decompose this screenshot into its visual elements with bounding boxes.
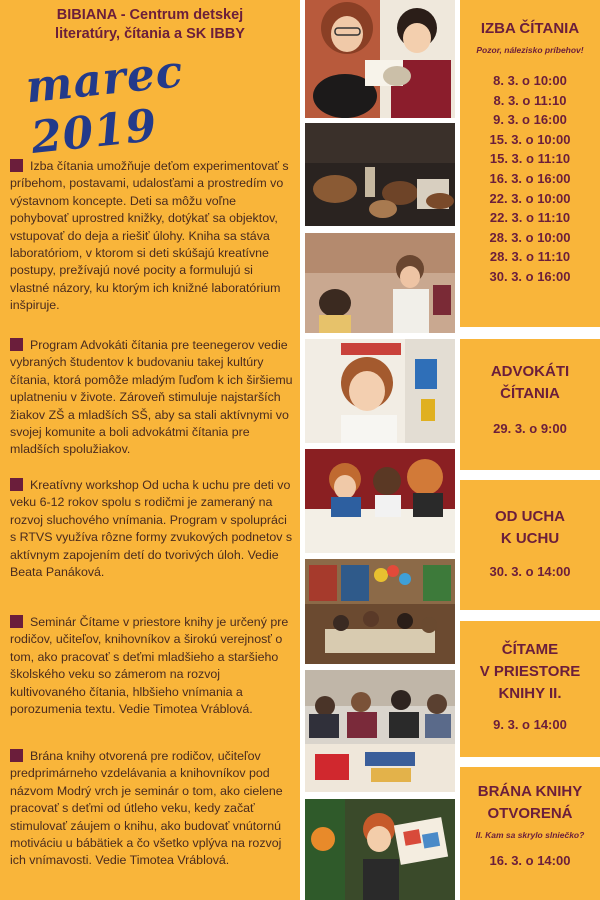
photo-library-group (305, 559, 455, 664)
schedule-date: 16. 3. o 16:00 (489, 170, 571, 186)
schedule-date: 9. 3. o 16:00 (493, 112, 567, 128)
schedule-date: 8. 3. o 11:10 (493, 92, 567, 108)
schedule-box-od-ucha-k-uchu (460, 480, 600, 610)
bullet-square-icon (10, 615, 23, 628)
bullet-square-icon (10, 338, 23, 351)
paragraph-od-ucha-k-uchu: Kreatívny workshop Od ucha k uchu pre deti vo veku 6-12 rokov spolu s rodičmi je zameraný na rozvoj sluchového vnímania. Program v spolupráci s RTVS využíva rôzne formy zvukových podnetov s aktívnym zapojením detí do tvorivých úloh. Vedie Beata Panáková. (10, 478, 293, 580)
schedule-title: K UCHU (500, 530, 560, 547)
header-line-1: BIBIANA - Centrum detskej (56, 7, 244, 23)
schedule-title: OTVORENÁ (487, 805, 573, 822)
schedule-title: OD UCHA (495, 508, 565, 525)
schedule-subtitle: II. Kam sa skrylo slniečko? (475, 830, 585, 840)
schedule-box-brana-knihy (460, 767, 600, 900)
paragraph-citame-v-priestore: Seminár Čítame v priestore knihy je určený pre rodičov, učiteľov, knihovníkov a širokú verejnosť o tom, ako pracovať s deťmi mladšieho a staršieho školského veku so zámerom na rozvoj kultivovaného čítania, hlbšieho vnímania a porozumenia textu. Vedie Timotea Vráblová. (10, 615, 289, 717)
schedule-title: ČÍTAME (501, 641, 559, 658)
schedule-title: ADVOKÁTI (490, 363, 570, 380)
photo-workshop-table (305, 449, 455, 553)
schedule-box-izba-citania (460, 0, 600, 327)
paragraph-brana-knihy: Brána knihy otvorená pre rodičov, učiteľov predprimárneho vzdelávania a knihovníkov pod názvom Modrý vrch je seminár o tom, ako cielene pracovať s deťmi od útleho veku, kedy začať stimulovať záujem o knihu, ako budovať vnútornú motiváciu u bábätiek a čo všetko vplýva na rozvoj ich vnímavosti. Vedie Timotea Vráblová. (10, 749, 283, 868)
schedule-box-advokati-citania (460, 339, 600, 470)
schedule-date: 30. 3. o 14:00 (489, 564, 571, 579)
schedule-date: 29. 3. o 9:00 (493, 421, 567, 436)
photo-woman-reading (305, 799, 455, 900)
schedule-date: 16. 3. o 14:00 (489, 853, 571, 868)
schedule-column (460, 0, 600, 900)
schedule-title: KNIHY II. (498, 685, 562, 702)
schedule-date: 30. 3. o 16:00 (489, 268, 571, 284)
paragraph-izba-citania: Izba čítania umožňuje deťom experimentovať s príbehom, postavami, udalosťami a prostredím vo výstavnom koncepte. Deti sa môžu voľne pohybovať uprostred knižky, dotýkať sa objektov, vstupovať do deja a riešiť úlohy. Kniha sa stáva laboratóriom, v ktorom si deti skúšajú kreatívne postupy, prežívajú nové pocity a formulujú si vlastné názory, ku ktorým ich knižné laboratórium inšpiruje. (10, 159, 289, 313)
schedule-box-citame-v-priestore (460, 621, 600, 757)
photo-children-laboratory (305, 233, 455, 333)
schedule-title: IZBA ČÍTANIA (480, 20, 580, 37)
schedule-title: V PRIESTORE (479, 663, 581, 680)
schedule-date: 22. 3. o 10:00 (489, 190, 571, 206)
bullet-square-icon (10, 749, 23, 762)
photo-column (300, 0, 460, 900)
schedule-date: 8. 3. o 10:00 (493, 73, 567, 88)
schedule-date: 15. 3. o 10:00 (489, 131, 571, 147)
photo-exhibit-objects (305, 123, 455, 226)
bullet-square-icon (10, 159, 23, 172)
schedule-date: 28. 3. o 10:00 (489, 229, 571, 245)
header-line-2: literatúry, čítania a SK IBBY (55, 26, 245, 42)
schedule-date: 15. 3. o 11:10 (489, 151, 571, 167)
bullet-square-icon (10, 478, 23, 491)
schedule-date: 22. 3. o 11:10 (489, 210, 571, 226)
photo-seminar-group (305, 670, 455, 792)
paragraph-advokati-citania: Program Advokáti čítania pre teenegerov vedie vybraných študentov k budovaniu takej kultúry čítania, ktorá pomôže mladým ľuďom k ich širšiemu uplatneniu v živote. Zároveň stimuluje najstarších žiakov ZŠ a mladších SŠ, aby sa stali aktívnymi vo svojej komunite a boli advokátmi čítania pre mladších spolužiakov. (10, 338, 293, 457)
schedule-subtitle: Pozor, nálezisko príbehov! (476, 45, 584, 55)
photo-children-exploring (305, 0, 455, 118)
schedule-date: 9. 3. o 14:00 (493, 717, 567, 732)
schedule-date: 28. 3. o 11:10 (489, 249, 571, 265)
photo-girl-with-book (305, 339, 455, 443)
schedule-title: ČÍTANIA (500, 385, 560, 402)
month-title: marec 2019 (23, 46, 186, 164)
schedule-title: BRÁNA KNIHY (477, 783, 583, 800)
